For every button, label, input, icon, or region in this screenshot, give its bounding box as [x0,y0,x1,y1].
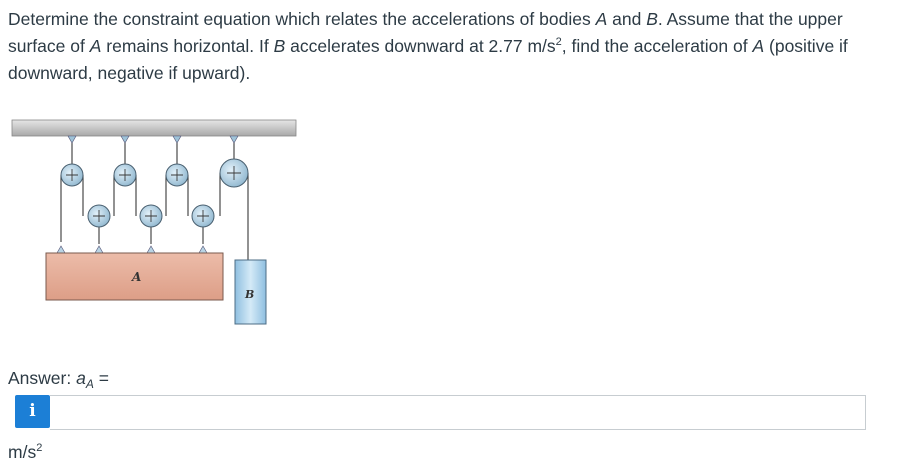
rope-path [61,136,248,260]
answer-label-prefix: Answer: [8,368,77,388]
question-text-part: Determine the constraint equation which relates the accelerations of bodies [8,9,596,29]
ceiling [12,120,296,136]
units-exponent: 2 [36,442,43,454]
info-button[interactable] [15,395,50,428]
question-text-part: accelerates downward at 2.77 m/s [285,36,556,56]
variable-b: B [646,9,658,29]
question-text-part: remains horizontal. If [101,36,274,56]
pulley-system-figure [10,112,300,334]
answer-variable: a [76,368,86,388]
variable-a: A [595,9,608,29]
info-icon: i [29,401,36,421]
pulley-diagram [10,112,300,334]
exponent: 2 [555,36,562,48]
answer-units [8,441,42,463]
variable-a: A [89,36,102,56]
block-b-label: B [245,288,255,301]
answer-label [8,367,109,389]
variable-a: A [752,36,765,56]
question-text-part: and [607,9,647,29]
question-text-part: , find the acceleration of [561,36,753,56]
units-base: m/s [8,442,37,462]
answer-label-suffix: = [93,368,109,388]
answer-variable-subscript: A [85,377,94,391]
variable-b: B [273,36,286,56]
question-text-part: (positive if downward, negative if upward). [8,36,848,83]
question-text [8,6,892,87]
answer-input[interactable] [50,395,866,430]
block-a-label: A [132,270,142,284]
question-text-part: . Assume that the upper surface of [8,9,843,56]
